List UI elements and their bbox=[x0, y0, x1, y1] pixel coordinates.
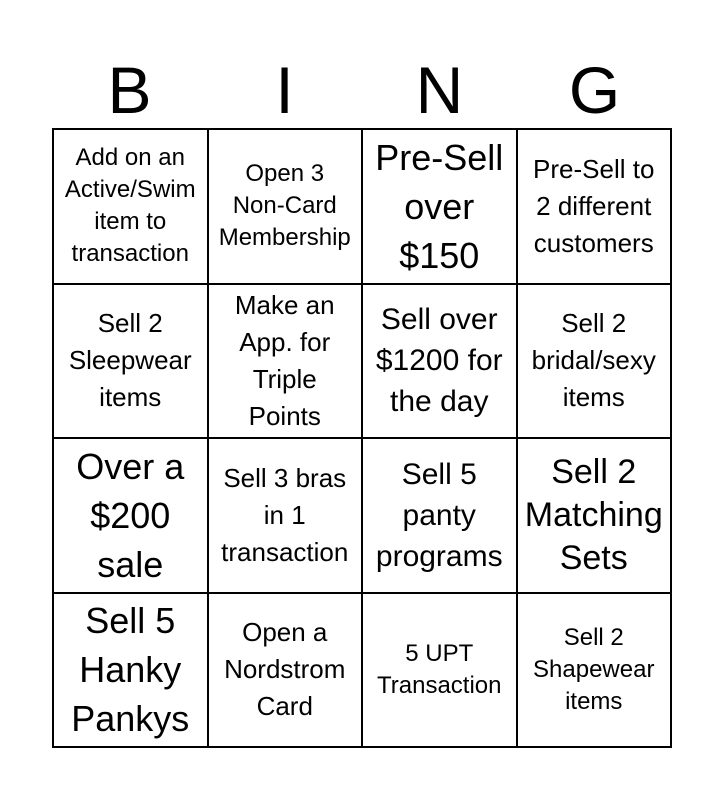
bingo-cell[interactable] bbox=[517, 438, 672, 593]
bingo-cell-text: Sell 2 bridal/sexy items bbox=[531, 308, 656, 413]
bingo-cell[interactable] bbox=[362, 593, 517, 748]
bingo-cell-text: Sell 5 Hanky Pankys bbox=[71, 600, 190, 740]
bingo-cell[interactable] bbox=[517, 284, 672, 439]
bingo-cell-text: Sell 2 Shapewear items bbox=[533, 623, 655, 715]
bingo-cell-text: Sell 2 Sleepwear items bbox=[68, 308, 192, 413]
header-letter-b: B bbox=[107, 53, 152, 127]
bingo-cell[interactable] bbox=[362, 284, 517, 439]
header-letter-g: G bbox=[568, 53, 621, 127]
bingo-cell[interactable] bbox=[208, 129, 363, 284]
bingo-cell[interactable] bbox=[53, 284, 208, 439]
bingo-cell[interactable] bbox=[53, 129, 208, 284]
bingo-cell-text: Sell 3 bras in 1 transaction bbox=[221, 462, 349, 567]
header-letter-n: N bbox=[415, 53, 464, 127]
bingo-cell[interactable] bbox=[517, 593, 672, 748]
bingo-cell-text: Pre-Sell to 2 different customers bbox=[533, 153, 655, 258]
bingo-header bbox=[52, 52, 672, 128]
bingo-cell[interactable] bbox=[517, 129, 672, 284]
bingo-cell[interactable] bbox=[208, 438, 363, 593]
bingo-cell-text: Sell over $1200 for the day bbox=[375, 303, 503, 419]
bingo-cell-text: Pre-Sell over $150 bbox=[375, 136, 504, 276]
bingo-cell[interactable] bbox=[208, 284, 363, 439]
bingo-cell-text: Make an App. for Triple Points bbox=[234, 289, 335, 431]
bingo-cell-text: Sell 2 Matching Sets bbox=[524, 452, 663, 577]
bingo-cell[interactable] bbox=[53, 438, 208, 593]
bingo-cell[interactable] bbox=[208, 593, 363, 748]
bingo-cell-text: Sell 5 panty programs bbox=[375, 457, 503, 573]
header-letter-i: I bbox=[275, 53, 294, 127]
bingo-cell[interactable] bbox=[362, 438, 517, 593]
bingo-cell-text: 5 UPT Transaction bbox=[377, 639, 502, 699]
bingo-cell-text: Over a $200 sale bbox=[76, 445, 185, 585]
bingo-cell-text: Open a Nordstrom Card bbox=[224, 617, 346, 722]
bingo-cell[interactable] bbox=[53, 593, 208, 748]
bingo-cell-text: Open 3 Non-Card Membership bbox=[218, 160, 351, 252]
bingo-cell-text: Add on an Active/Swim item to transaction bbox=[64, 144, 196, 268]
bingo-cell[interactable] bbox=[362, 129, 517, 284]
bingo-card-grid bbox=[52, 128, 672, 748]
